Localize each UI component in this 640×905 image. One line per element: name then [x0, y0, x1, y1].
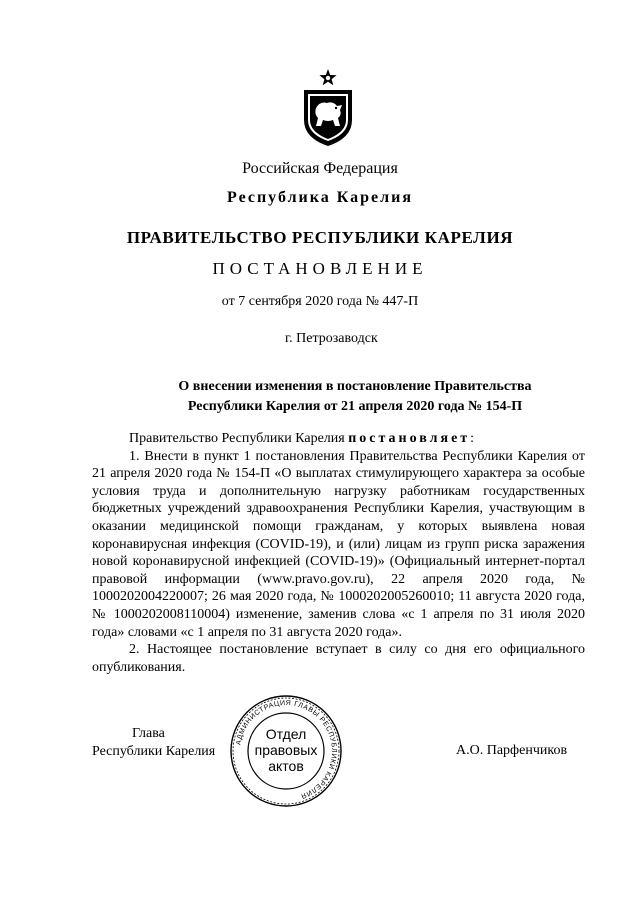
official-stamp [228, 693, 344, 809]
document-type: ПОСТАНОВЛЕНИЕ [212, 259, 428, 278]
coat-of-arms-icon [296, 68, 360, 148]
stamp-line-3: актов [268, 758, 304, 774]
subject-line-1: О внесении изменения в постановление Правительства [178, 379, 532, 394]
intro-verb: постановляет [348, 431, 471, 446]
intro-paragraph [92, 430, 585, 448]
signatory-name: А.О. Парфенчиков [456, 743, 568, 758]
republic-name: Республика Карелия [227, 189, 413, 206]
subject-line-2: Республики Карелия от 21 апреля 2020 года № 154-П [187, 399, 523, 414]
stamp-line-1: Отдел [265, 726, 307, 742]
city: г. Петрозаводск [285, 331, 378, 346]
stamp-line-2: правовых [254, 742, 318, 758]
signatory-title-line-1: Глава [132, 726, 165, 741]
item-1-paragraph: 1. Внести в пункт 1 постановления Правительства Республики Карелия от 21 апреля 2020 года № 154-П «О выплатах стимулирующего характера за особые условия труда и дополнительную нагрузку работникам государственных бюджетных учреждений здравоохранения Республики Карелия, участвующим в оказании медицинской помощи гражданам, у которых выявлена новая коронавирусная инфекция (COVID-19), и (или) лицам из групп риска заражения новой коронавирусной инфекцией (COVID-19)» (Официальный интернет-портал правовой информации (www.pravo.gov.ru), 22 апреля 2020 года, № 1000202004220007; 26 мая 2020 года, № 1000202005260010; 11 августа 2020 года, № 1000202008110004) изменение, заменив слова «с 1 апреля по 31 июля 2020 года» словами «с 1 апреля по 31 августа 2020 года». [92, 448, 585, 640]
signatory-title-line-2: Республики Карелия [92, 744, 216, 759]
document-subject [0, 377, 640, 417]
item-2-paragraph: 2. Настоящее постановление вступает в силу со дня его официального опубликования. [92, 642, 585, 675]
government-name: ПРАВИТЕЛЬСТВО РЕСПУБЛИКИ КАРЕЛИЯ [126, 228, 514, 247]
intro-suffix: : [470, 431, 475, 446]
signatory-title [92, 725, 215, 761]
date-number-line: от 7 сентября 2020 года № 447-П [221, 294, 419, 309]
intro-prefix: Правительство Республики Карелия [129, 431, 349, 446]
country-name: Российская Федерация [242, 160, 398, 177]
document-body [92, 430, 585, 676]
stamp-ring-text: АДМИНИСТРАЦИЯ ГЛАВЫ РЕСПУБЛИКИ КАРЕЛИЯ [235, 699, 338, 800]
